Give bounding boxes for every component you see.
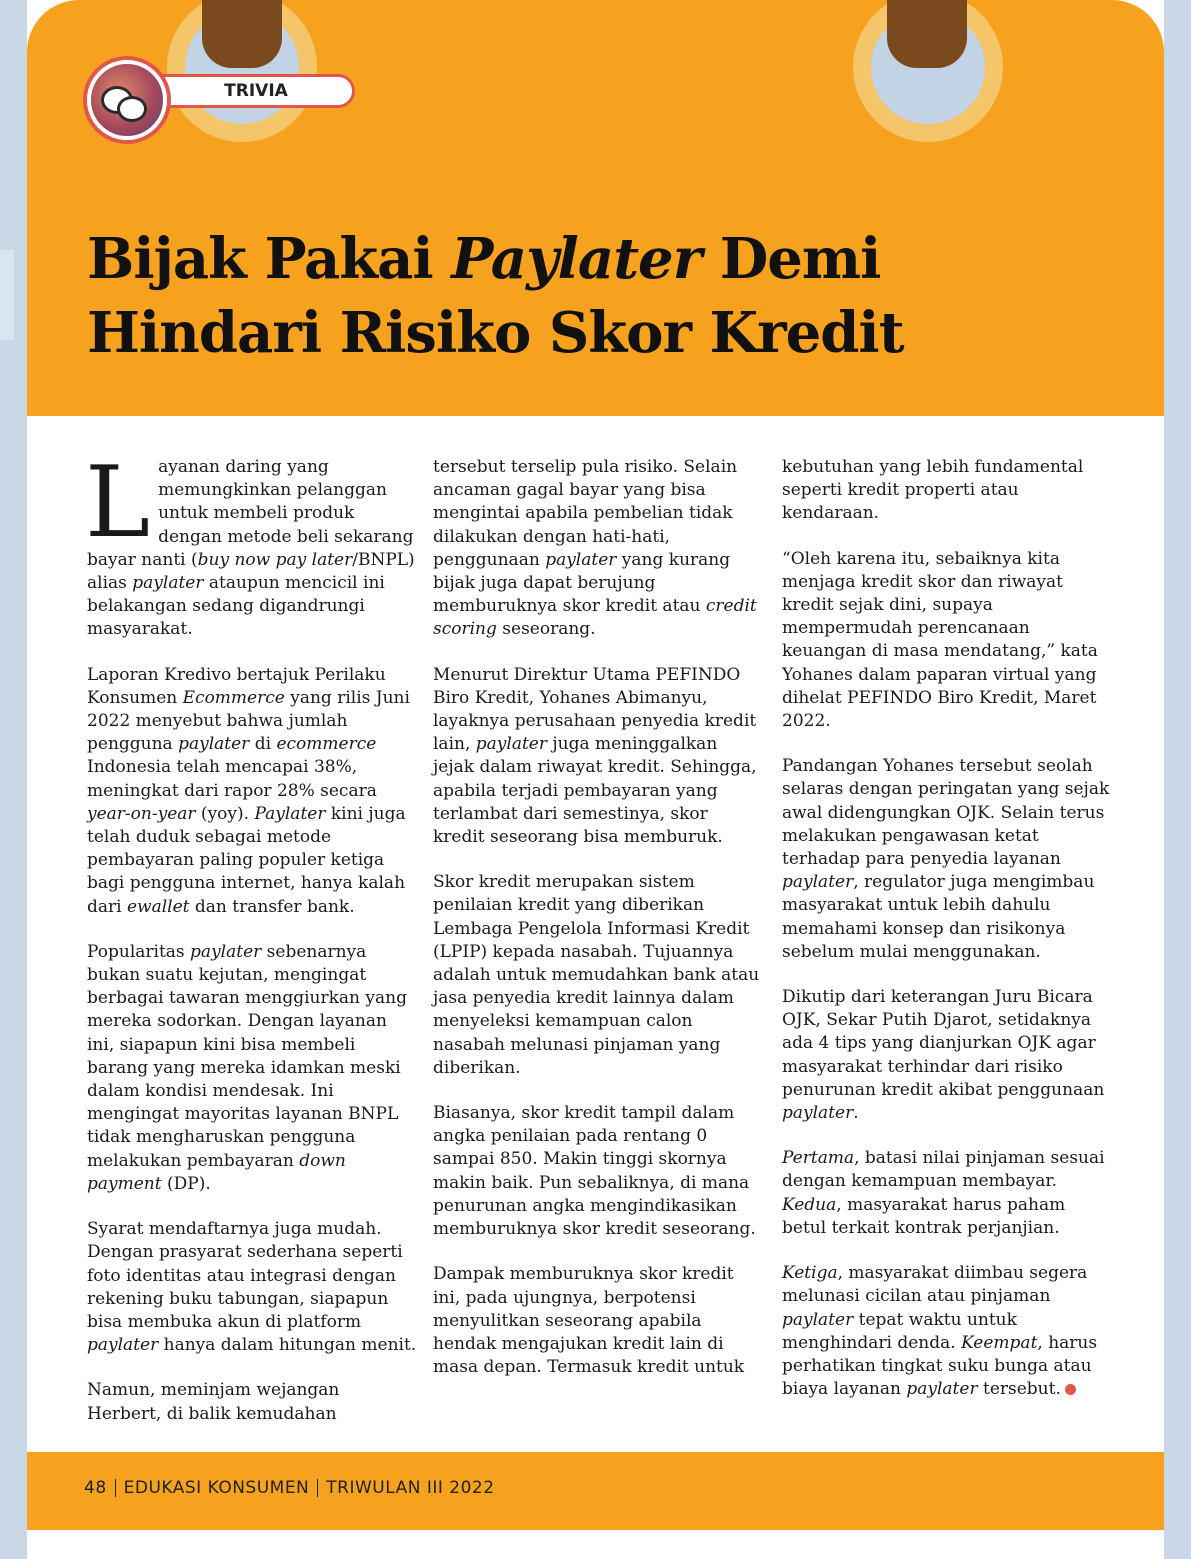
paragraph: Menurut Direktur Utama PEFINDO Biro Kredit, Yohanes Abimanyu, layaknya perusahaan penyedia kredit lain, paylater juga meninggalkan jejak dalam riwayat kredit. Sehingga, apabila terjadi pembayaran yang terlambat dari semestinya, skor kredit seseorang bisa memburuk.: [433, 664, 757, 848]
page-footer: [27, 1452, 1164, 1530]
end-mark-icon: [1065, 1384, 1076, 1395]
section-tag: TRIVIA: [157, 74, 355, 108]
speech-bubbles-icon: [87, 60, 167, 140]
article-column-1: [85, 446, 417, 1448]
paragraph: Dampak memburuknya skor kredit ini, pada ujungnya, berpotensi menyulitkan seseorang apabila hendak mengajukan kredit lain di masa depan. Termasuk kredit untuk: [433, 1264, 745, 1378]
title-part1: Bijak Pakai: [87, 226, 452, 292]
background-decoration: [0, 250, 14, 340]
binder-tab-right: [887, 0, 967, 68]
paragraph: Skor kredit merupakan sistem penilaian kredit yang diberikan Lembaga Pengelola Informasi Kredit (LPIP) kepada nasabah. Tujuannya adalah untuk memudahkan bank atau jasa penyedia kredit lainnya dalam menyeleksi kemampuan calon nasabah melunasi pinjaman yang diberikan.: [433, 872, 760, 1078]
paragraph: Biasanya, skor kredit tampil dalam angka penilaian pada rentang 0 sampai 850. Makin tinggi skornya makin baik. Pun sebaliknya, di mana penurunan angka mengindikasikan memburuknya skor kredit seseorang.: [433, 1103, 756, 1240]
paragraph: Pertama, batasi nilai pinjaman sesuai dengan kemampuan membayar. Kedua, masyarakat harus paham betul terkait kontrak perjanjian.: [782, 1148, 1105, 1238]
drop-cap: L: [85, 446, 151, 560]
footer-divider: [317, 1479, 318, 1497]
publication-name: EDUKASI KONSUMEN: [123, 1478, 310, 1498]
paragraph: Popularitas paylater sebenarnya bukan suatu kejutan, mengingat berbagai tawaran menggiurkan yang mereka sodorkan. Dengan layanan ini, siapapun kini bisa membeli barang yang mereka idamkan meski dalam kondisi mendesak. Ini mengingat mayoritas layanan BNPL tidak mengharuskan pengguna melakukan pembayaran down payment (DP).: [87, 941, 407, 1194]
paragraph: Ketiga, masyarakat diimbau segera melunasi cicilan atau pinjaman paylater tepat waktu untuk menghindari denda. Keempat, harus perhatikan tingkat suku bunga atau biaya layanan paylater tersebut.: [782, 1263, 1098, 1400]
binder-tab-left: [202, 0, 282, 68]
article-title: [87, 222, 1127, 370]
article-page: [27, 0, 1164, 1559]
paragraph: Laporan Kredivo bertajuk Perilaku Konsumen Ecommerce yang rilis Juni 2022 menyebut bahwa jumlah pengguna paylater di ecommerce Indonesia telah mencapai 38%, meningkat dari rapor 28% secara year-on-year (yoy). Paylater kini juga telah duduk sebagai metode pembayaran paling populer ketiga bagi pengguna internet, hanya kalah dari ewallet dan transfer bank.: [87, 664, 410, 917]
title-italic: Paylater: [451, 226, 702, 292]
header-banner: [27, 0, 1164, 416]
paragraph: tersebut terselip pula risiko. Selain ancaman gagal bayar yang bisa mengintai apabila pembelian tidak dilakukan dengan hati-hati, penggunaan paylater yang kurang bijak juga dapat berujung memburuknya skor kredit atau credit scoring seseorang.: [433, 457, 757, 640]
page-number: 48: [84, 1478, 107, 1498]
footer-text: [84, 1478, 495, 1498]
paragraph: Syarat mendaftarnya juga mudah. Dengan prasyarat sederhana seperti foto identitas atau integrasi dengan rekening buku tabungan, siapapun bisa membuka akun di platform paylater hanya dalam hitungan menit.: [87, 1219, 417, 1356]
paragraph: Pandangan Yohanes tersebut seolah selaras dengan peringatan yang sejak awal didengungkan OJK. Selain terus melakukan pengawasan ketat terhadap para penyedia layanan paylater, regulator juga mengimbau masyarakat untuk lebih dahulu memahami konsep dan risikonya sebelum mulai menggunakan.: [782, 756, 1110, 962]
article-column-2: [433, 456, 763, 1401]
footer-divider: [115, 1479, 116, 1497]
paragraph: Layanan daring yang memungkinkan pelanggan untuk membeli produk dengan metode beli sekarang bayar nanti (buy now pay later/BNPL) alias paylater ataupun mencicil ini belakangan sedang digandrungi masyarakat.: [85, 446, 415, 640]
paragraph: kebutuhan yang lebih fundamental seperti kredit properti atau kendaraan.: [782, 457, 1084, 524]
issue-label: TRIWULAN III 2022: [326, 1478, 495, 1498]
paragraph: Namun, meminjam wejangan Herbert, di balik kemudahan: [87, 1380, 340, 1424]
paragraph: Dikutip dari keterangan Juru Bicara OJK, Sekar Putih Djarot, setidaknya ada 4 tips yang dianjurkan OJK agar masyarakat terhindar dari risiko penurunan kredit akibat penggunaan paylater.: [782, 987, 1105, 1124]
article-column-3: [782, 456, 1112, 1423]
title-part2: Demi Hindari Risiko Skor Kredit: [87, 226, 904, 366]
paragraph: “Oleh karena itu, sebaiknya kita menjaga kredit skor dan riwayat kredit sejak dini, supaya mempermudah perencanaan keuangan di masa mendatang,” kata Yohanes dalam paparan virtual yang dihelat PEFINDO Biro Kredit, Maret 2022.: [782, 548, 1098, 732]
